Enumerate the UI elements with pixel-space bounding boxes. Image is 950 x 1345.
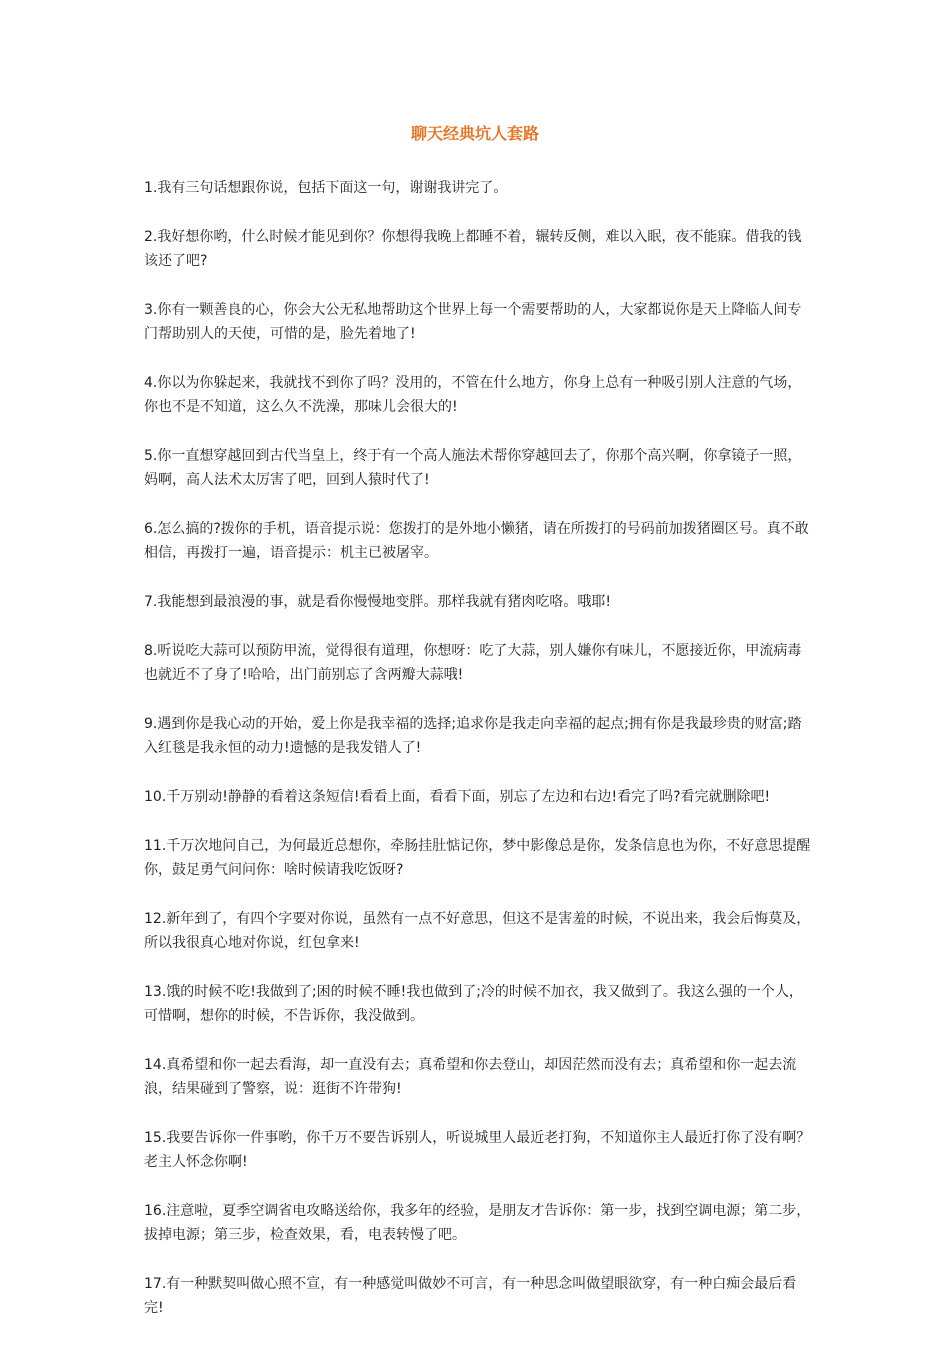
- paragraph-3: 3.你有一颗善良的心，你会大公无私地帮助这个世界上每一个需要帮助的人，大家都说你是天上降临人间专门帮助别人的天使，可惜的是，脸先着地了!: [144, 302, 802, 342]
- paragraph-14: 14.真希望和你一起去看海，却一直没有去；真希望和你去登山，却因茫然而没有去；真希望和你一起去流浪，结果碰到了警察，说：逛街不许带狗!: [144, 1057, 797, 1097]
- paragraph-6: 6.怎么搞的?拨你的手机，语音提示说：您拨打的是外地小懒猪，请在所拨打的号码前加拨猪圈区号。真不敢相信，再拨打一遍，语音提示：机主已被屠宰。: [144, 521, 809, 561]
- document-body: [144, 176, 812, 1345]
- paragraph-10: 10.千万别动!静静的看着这条短信!看看上面，看看下面，别忘了左边和右边!看完了吗?看完就删除吧!: [144, 789, 771, 805]
- paragraph-16: 16.注意啦，夏季空调省电攻略送给你，我多年的经验，是朋友才告诉你：第一步，找到空调电源；第二步，拔掉电源；第三步，检查效果，看，电表转慢了吧。: [144, 1203, 811, 1243]
- paragraph-1: 1.我有三句话想跟你说，包括下面这一句，谢谢我讲完了。: [144, 180, 508, 196]
- paragraph-4: 4.你以为你躲起来，我就找不到你了吗？没用的，不管在什么地方，你身上总有一种吸引别人注意的气场，你也不是不知道，这么久不洗澡，那味儿会很大的!: [144, 375, 802, 415]
- paragraph-7: 7.我能想到最浪漫的事，就是看你慢慢地变胖。那样我就有猪肉吃咯。哦耶!: [144, 594, 611, 610]
- page-title: 聊天经典坑人套路: [410, 124, 539, 143]
- paragraph-13: 13.饿的时候不吃!我做到了;困的时候不睡!我也做到了;冷的时候不加衣，我又做到了。我这么强的一个人，可惜啊，想你的时候，不告诉你，我没做到。: [144, 984, 803, 1024]
- paragraph-11: 11.千万次地问自己，为何最近总想你，牵肠挂肚惦记你，梦中影像总是你，发条信息也为你，不好意思提醒你，鼓足勇气问问你：啥时候请我吃饭呀?: [144, 838, 811, 878]
- paragraph-15: 15.我要告诉你一件事哟，你千万不要告诉别人，听说城里人最近老打狗，不知道你主人最近打你了没有啊？老主人怀念你啊!: [144, 1130, 811, 1170]
- paragraph-17: 17.有一种默契叫做心照不宣，有一种感觉叫做妙不可言，有一种思念叫做望眼欲穿，有一种白痴会最后看完!: [144, 1276, 797, 1316]
- paragraph-5: 5.你一直想穿越回到古代当皇上，终于有一个高人施法术帮你穿越回去了，你那个高兴啊，你拿镜子一照，妈啊，高人法术太厉害了吧，回到人猿时代了!: [144, 448, 802, 488]
- paragraph-9: 9.遇到你是我心动的开始，爱上你是我幸福的选择;追求你是我走向幸福的起点;拥有你是我最珍贵的财富;踏入红毯是我永恒的动力!遗憾的是我发错人了!: [144, 716, 802, 756]
- paragraph-8: 8.听说吃大蒜可以预防甲流，觉得很有道理，你想呀：吃了大蒜，别人嫌你有味儿，不愿接近你，甲流病毒也就近不了身了!哈哈，出门前别忘了含两瓣大蒜哦!: [144, 643, 802, 683]
- paragraph-12: 12.新年到了，有四个字要对你说，虽然有一点不好意思，但这不是害羞的时候，不说出来，我会后悔莫及，所以我很真心地对你说，红包拿来!: [144, 911, 811, 951]
- paragraph-2: 2.我好想你哟，什么时候才能见到你？你想得我晚上都睡不着，辗转反侧，难以入眠，夜不能寐。借我的钱该还了吧?: [144, 229, 802, 269]
